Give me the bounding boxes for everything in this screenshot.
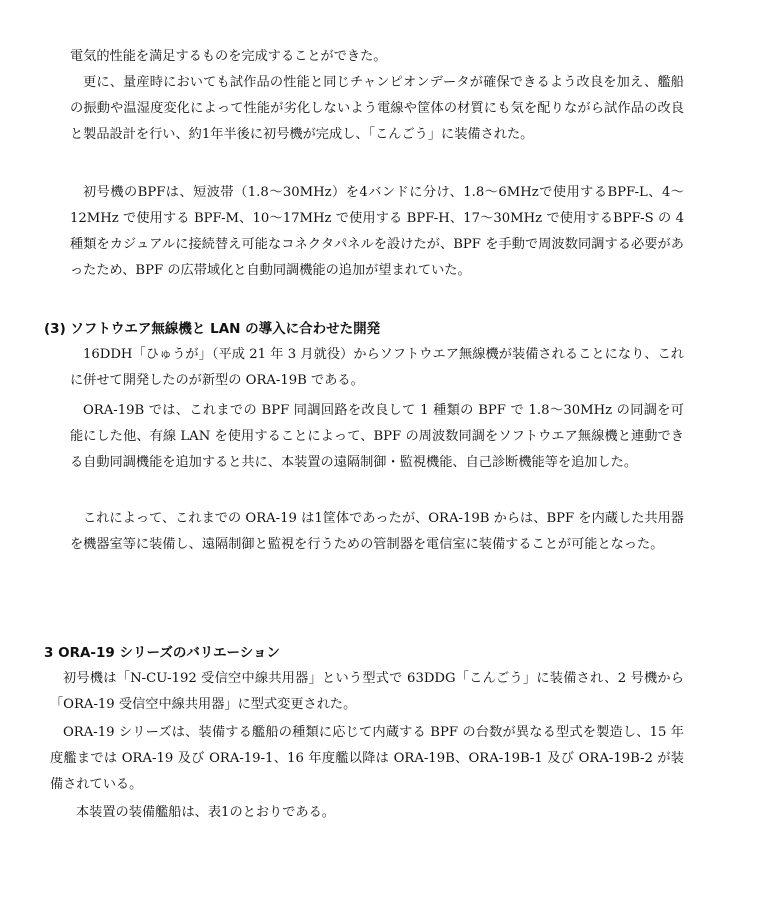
subsection-heading-software-radio: (3) ソフトウエア無線機と LAN の導入に合わせた開発 bbox=[44, 321, 381, 337]
paragraph-series-models: ORA-19 シリーズは、装備する艦船の種類に応じて内蔵する BPF の台数が異なる型式を製造し、15 年度艦までは ORA-19 及び ORA-19-1、16 年度艦以降は ORA-19B、ORA-19B-1 及び ORA-19B-2 が装備されている。 bbox=[50, 725, 684, 792]
paragraph-performance-complete: 電気的性能を満足するものを完成することができた。 bbox=[70, 49, 387, 64]
paragraph-ora19b-remote: これによって、これまでの ORA-19 は1筐体であったが、ORA-19B からは、BPF を内蔵した共用器を機器室等に装備し、遠隔制御と監視を行うための管制器を電信室に装備することが可能となった。 bbox=[70, 511, 684, 552]
paragraph-first-unit-bpf: 初号機のBPFは、短波帯（1.8～30MHz）を4バンドに分け、1.8～6MHzで使用するBPF-L、4～12MHz で使用する BPF-M、10～17MHz で使用する BPF-H、17～30MHz で使用するBPF-S の 4 種類をカジュアルに接続替え可能なコネクタパネルを設けたが、BPF を手動で周波数同調する必要があったため、BPF の広帯域化と自動同調機能の追加が望まれていた。 bbox=[70, 185, 684, 278]
section-heading-variations: 3 ORA-19 シリーズのバリエーション bbox=[44, 645, 281, 661]
paragraph-hyuga: 16DDH「ひゅうが」（平成 21 年 3 月就役）からソフトウエア無線機が装備されることになり、これに併せて開発したのが新型の ORA-19B である。 bbox=[70, 347, 684, 388]
paragraph-ship-table-ref: 本装置の装備艦船は、表1のとおりである。 bbox=[76, 805, 335, 820]
paragraph-first-unit-model: 初号機は「N-CU-192 受信空中線共用器」という型式で 63DDG「こんごう」に装備され、2 号機から「ORA-19 受信空中線共用器」に型式変更された。 bbox=[50, 671, 684, 712]
paragraph-ora19b-features: ORA-19B では、これまでの BPF 同調回路を改良して 1 種類の BPF で 1.8～30MHz の同調を可能にした他、有線 LAN を使用することによって、BPF の周波数同調をソフトウエア無線機と連動できる自動同調機能を追加すると共に、本装置の遠隔制御・監視機能、自己診断機能等を追加した。 bbox=[70, 403, 684, 470]
paragraph-mass-production: 更に、量産時においても試作品の性能と同じチャンピオンデータが確保できるよう改良を加え、艦船の振動や温湿度変化によって性能が劣化しないよう電線や筐体の材質にも気を配りながら試作品の改良と製品設計を行い、約1年半後に初号機が完成し、「こんごう」に装備された。 bbox=[70, 75, 684, 142]
